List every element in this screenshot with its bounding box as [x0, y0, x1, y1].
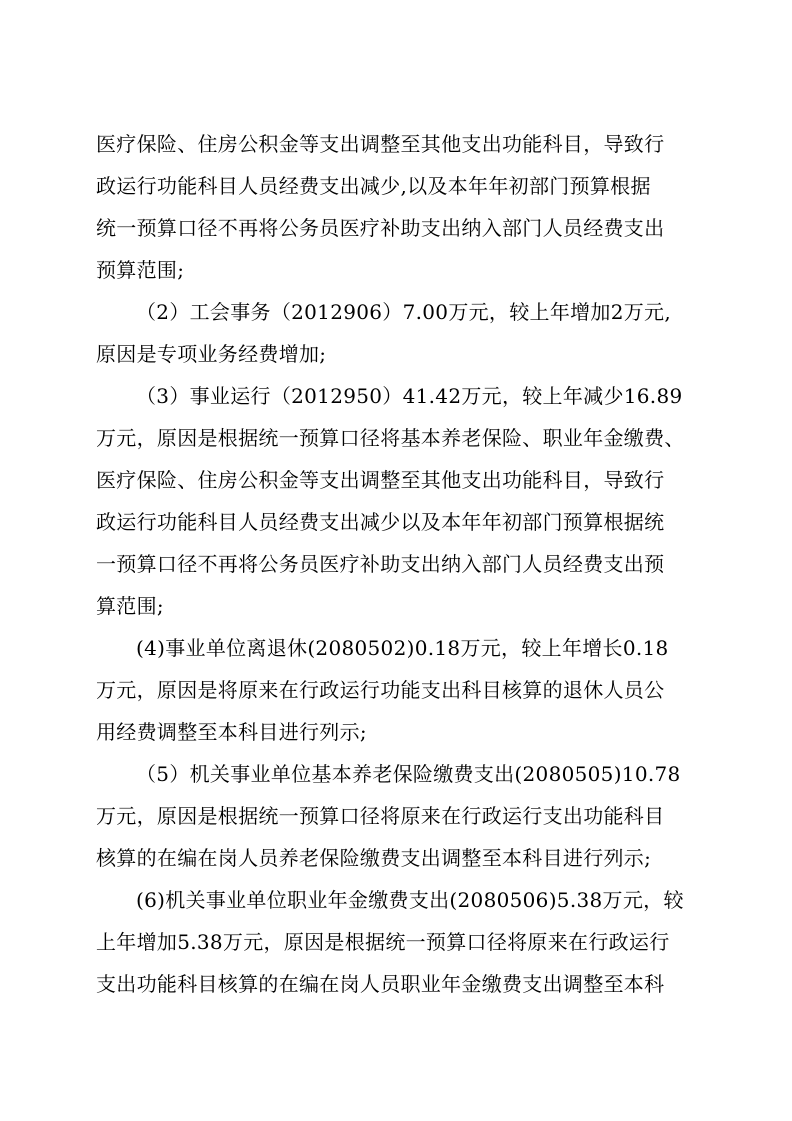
paragraph-start-line: （3）事业运行（2012950）41.42万元，较上年减少16.89 [136, 384, 683, 408]
text-line: 上年增加5.38万元，原因是根据统一预算口径将原来在行政运行 [96, 930, 670, 954]
text-line: 核算的在编在岗人员养老保险缴费支出调整至本科目进行列示; [96, 846, 652, 870]
text-line: 医疗保险、住房公积金等支出调整至其他支出功能科目，导致行 [96, 132, 665, 156]
text-line: 政运行功能科目人员经费支出减少以及本年年初部门预算根据统 [96, 510, 665, 534]
text-line: 用经费调整至本科目进行列示; [96, 720, 367, 744]
text-line: 万元，原因是根据统一预算口径将基本养老保险、职业年金缴费、 [96, 426, 685, 450]
text-line: 一预算口径不再将公务员医疗补助支出纳入部门人员经费支出预 [96, 552, 665, 576]
paragraph-start-line: (4)事业单位离退休(2080502)0.18万元，较上年增长0.18 [136, 636, 669, 660]
text-line: 原因是专项业务经费增加; [96, 342, 327, 366]
text-line: 万元，原因是根据统一预算口径将原来在行政运行支出功能科目 [96, 804, 665, 828]
text-line: 支出功能科目核算的在编在岗人员职业年金缴费支出调整至本科 [96, 972, 665, 996]
text-line: 医疗保险、住房公积金等支出调整至其他支出功能科目，导致行 [96, 468, 665, 492]
paragraph-start-line: （2）工会事务（2012906）7.00万元，较上年增加2万元, [136, 300, 672, 324]
text-line: 预算范围; [96, 258, 185, 282]
paragraph-start-line: （5）机关事业单位基本养老保险缴费支出(2080505)10.78 [136, 762, 681, 786]
text-line: 万元，原因是将原来在行政运行功能支出科目核算的退休人员公 [96, 678, 665, 702]
text-line: 算范围; [96, 594, 164, 618]
text-line: 政运行功能科目人员经费支出减少,以及本年年初部门预算根据 [96, 174, 651, 198]
paragraph-start-line: (6)机关事业单位职业年金缴费支出(2080506)5.38万元，较 [136, 888, 684, 912]
text-line: 统一预算口径不再将公务员医疗补助支出纳入部门人员经费支出 [96, 216, 665, 240]
